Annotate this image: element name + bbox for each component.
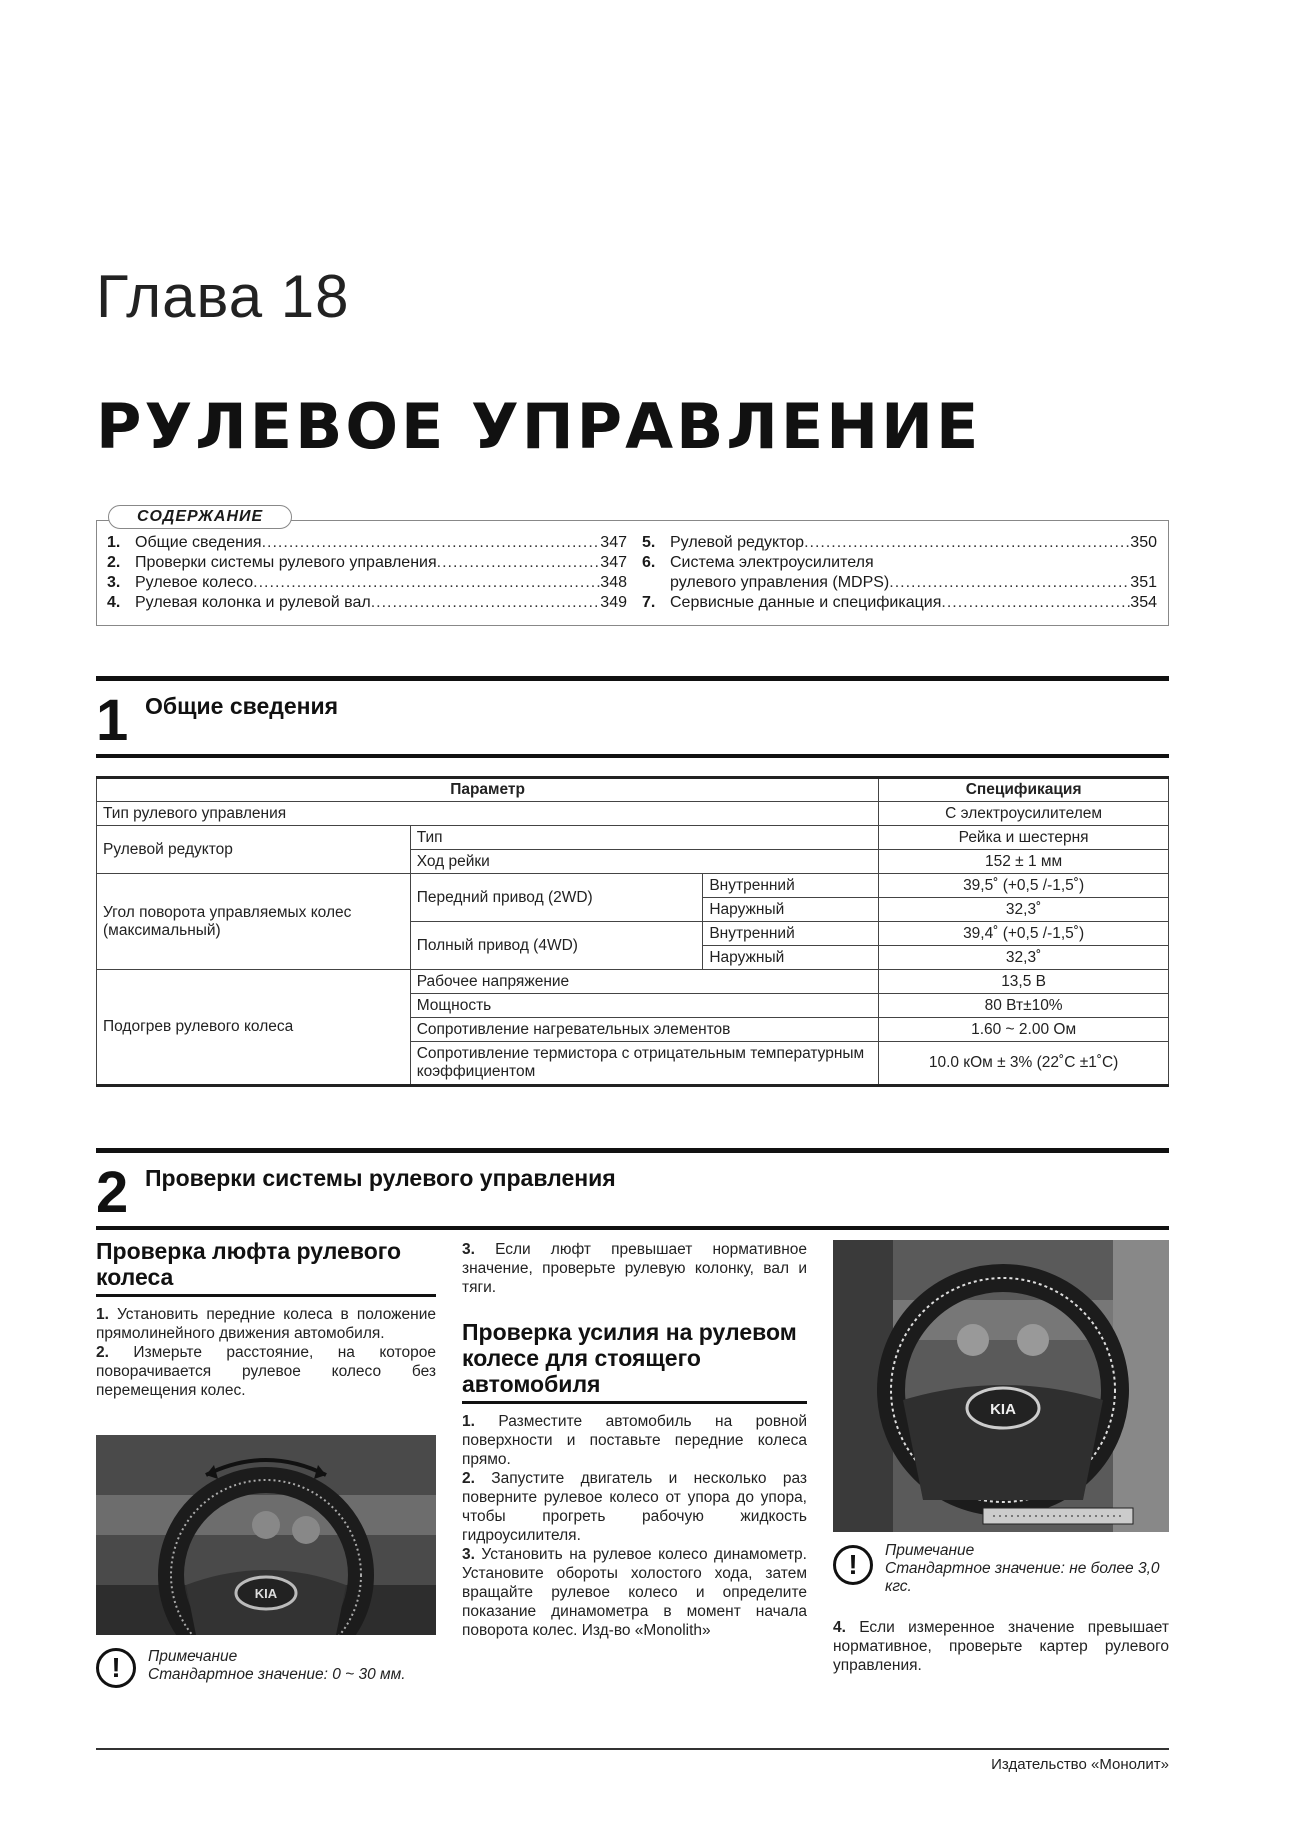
cell: Подогрев рулевого колеса xyxy=(97,970,411,1086)
header-spec: Спецификация xyxy=(879,778,1169,802)
toc-left-column xyxy=(107,533,627,613)
cell: Тип рулевого управления xyxy=(97,802,879,826)
header-param: Параметр xyxy=(97,778,879,802)
cell: Ход рейки xyxy=(410,850,879,874)
subsection-rule xyxy=(462,1401,807,1404)
cell: Рейка и шестерня xyxy=(879,826,1169,850)
chapter-title: РУЛЕВОЕ УПРАВЛЕНИЕ xyxy=(96,390,982,463)
photo-badge: KIA xyxy=(990,1401,1016,1418)
section-title: Общие сведения xyxy=(145,693,339,719)
subsection-heading: Проверка усилия на рулевом колесе для стоящего автомобиля xyxy=(462,1319,797,1397)
step-3: 3. Если люфт превышает нормативное значение, проверьте рулевую колонку, вал и тяги. xyxy=(462,1241,808,1296)
cell: 32,3˚ xyxy=(879,898,1169,922)
toc-item[interactable]: 7. Сервисные данные и спецификация ..... 354 xyxy=(642,593,1157,613)
toc-item[interactable]: 6. Система электроусилителя xyxy=(642,554,874,571)
note-text: Стандартное значение: 0 ~ 30 мм. xyxy=(148,1666,406,1683)
cell: 39,4˚ (+0,5 /-1,5˚) xyxy=(879,922,1169,946)
toc-item[interactable]: 3. Рулевое колесо ..... 348 xyxy=(107,573,627,593)
toc-item[interactable]: 4. Рулевая колонка и рулевой вал ..... 349 xyxy=(107,593,627,613)
subsection-rule xyxy=(96,1294,436,1297)
cell: Наружный xyxy=(703,898,879,922)
toc-item[interactable]: 1. Общие сведения ..... 347 xyxy=(107,533,627,553)
column-1 xyxy=(96,1238,436,1400)
step-1: 1. Разместите автомобиль на ровной поверхности и поставьте передние колеса прямо. xyxy=(462,1413,807,1468)
subsection-heading: Проверка люфта рулевого колеса xyxy=(96,1238,402,1290)
note-label: Примечание xyxy=(885,1542,975,1559)
note-label: Примечание xyxy=(148,1648,238,1665)
column-2 xyxy=(462,1240,807,1640)
note-text: Стандартное значение: не более 3,0 кгс. xyxy=(885,1560,1160,1595)
step-2: 2. Запустите двигатель и несколько раз поверните рулевое колесо от упора до упора, чтобы прогреть рабочую жидкость гидроусилителя. xyxy=(462,1470,807,1544)
note-1 xyxy=(148,1648,438,1684)
cell: С электроусилителем xyxy=(879,802,1169,826)
toc-item[interactable]: 2. Проверки системы рулевого управления ..... 347 xyxy=(107,553,627,573)
table-of-contents xyxy=(96,520,1169,626)
steering-wheel-photo-1 xyxy=(96,1435,436,1635)
steering-wheel-photo-2 xyxy=(833,1240,1169,1532)
step-4: 4. Если измеренное значение превышает нормативное, проверьте картер рулевого управления. xyxy=(833,1619,1169,1674)
section-rule xyxy=(96,676,1169,681)
cell: 1.60 ~ 2.00 Ом xyxy=(879,1018,1169,1042)
cell: Внутренний xyxy=(703,922,879,946)
cell: Угол поворота управляемых колес (максимальный) xyxy=(97,874,411,970)
cell: 13,5 В xyxy=(879,970,1169,994)
step-3: 3. Установить на рулевое колесо динамометр. Установите обороты холостого хода, затем вращайте рулевое колесо и определите показание динамометра в момент начала поворота колес. Изд-во «Monolith» xyxy=(462,1546,807,1639)
cell: Рабочее напряжение xyxy=(410,970,879,994)
table-row xyxy=(97,826,1169,850)
cell: 39,5˚ (+0,5 /-1,5˚) xyxy=(879,874,1169,898)
spec-table xyxy=(96,776,1169,1087)
toc-item-continued[interactable]: рулевого управления (MDPS) ..... 351 xyxy=(642,573,1157,593)
table-row xyxy=(97,802,1169,826)
cell: Тип xyxy=(410,826,879,850)
cell: 152 ± 1 мм xyxy=(879,850,1169,874)
table-row xyxy=(97,874,1169,898)
note-2 xyxy=(885,1542,1169,1596)
publisher-footer: Издательство «Монолит» xyxy=(991,1756,1169,1773)
warning-icon: ! xyxy=(96,1648,136,1688)
section-number: 1 xyxy=(96,688,129,753)
cell: Внутренний xyxy=(703,874,879,898)
cell: Сопротивление термистора с отрицательным температурным коэффициентом xyxy=(410,1042,879,1086)
table-row xyxy=(97,970,1169,994)
section-rule xyxy=(96,1226,1169,1230)
cell: 80 Вт±10% xyxy=(879,994,1169,1018)
cell: Сопротивление нагревательных элементов xyxy=(410,1018,879,1042)
toc-label: СОДЕРЖАНИЕ xyxy=(108,505,292,529)
toc-right-column xyxy=(642,533,1157,613)
cell: Рулевой редуктор xyxy=(97,826,411,874)
cell: 32,3˚ xyxy=(879,946,1169,970)
cell: Полный привод (4WD) xyxy=(410,922,703,970)
step-1: 1. Установить передние колеса в положение прямолинейного движения автомобиля. xyxy=(96,1306,437,1342)
table-header-row xyxy=(97,778,1169,802)
warning-icon: ! xyxy=(833,1545,873,1585)
section-rule xyxy=(96,1148,1169,1153)
cell: Передний привод (2WD) xyxy=(410,874,703,922)
footer-rule xyxy=(96,1748,1169,1750)
step-2: 2. Измерьте расстояние, на которое поворачивается рулевое колесо без перемещения колес. xyxy=(96,1344,436,1399)
section-number: 2 xyxy=(96,1160,129,1225)
cell: Наружный xyxy=(703,946,879,970)
section-rule xyxy=(96,754,1169,758)
section-title: Проверки системы рулевого управления xyxy=(145,1165,616,1191)
photo-badge: KIA xyxy=(254,1586,278,1601)
toc-item[interactable]: 5. Рулевой редуктор ..... 350 xyxy=(642,533,1157,553)
chapter-number: Глава 18 xyxy=(96,263,350,330)
cell: Мощность xyxy=(410,994,879,1018)
cell: 10.0 кОм ± 3% (22˚C ±1˚C) xyxy=(879,1042,1169,1086)
